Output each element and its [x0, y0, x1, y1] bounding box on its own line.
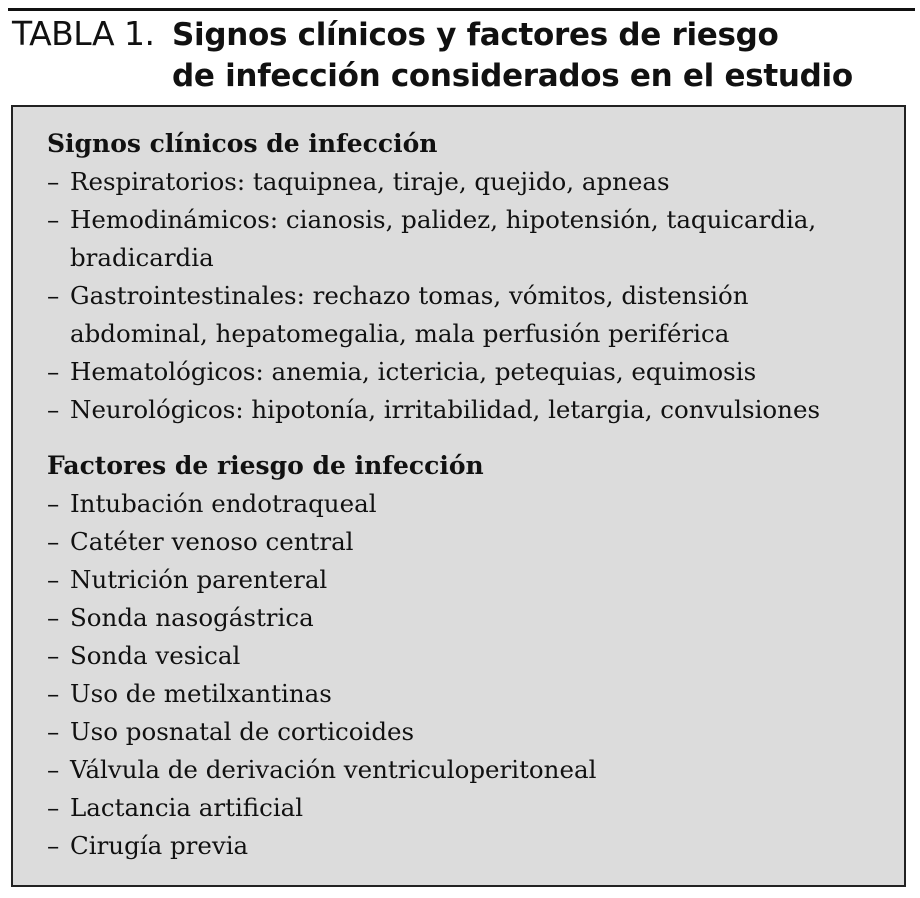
title-text-line-1: Signos clínicos y factores de riesgo — [172, 17, 779, 53]
list-item-text-continued: bradicardia — [70, 243, 214, 272]
list-item-text: Nutrición parenteral — [70, 565, 328, 594]
list-dash: – — [47, 395, 60, 424]
section-risk-factors — [47, 447, 596, 865]
list-item-text: Respiratorios: taquipnea, tiraje, quejido, apneas — [70, 167, 670, 196]
list-dash: – — [47, 281, 60, 310]
section-clinical-signs — [47, 125, 820, 429]
list-item-text: Cirugía previa — [70, 831, 249, 860]
list-item — [47, 561, 596, 599]
list-item-text: Hematológicos: anemia, ictericia, petequias, equimosis — [70, 357, 757, 386]
list-item — [47, 391, 820, 429]
list-dash: – — [47, 205, 60, 234]
list-dash: – — [47, 755, 60, 784]
top-rule — [8, 8, 915, 11]
list-item — [47, 713, 596, 751]
item-list — [47, 163, 820, 429]
title-line-1 — [12, 14, 912, 58]
list-dash: – — [47, 565, 60, 594]
table-panel — [11, 105, 906, 887]
list-item — [47, 599, 596, 637]
list-dash: – — [47, 167, 60, 196]
list-item-text: Gastrointestinales: rechazo tomas, vómitos, distensión — [70, 281, 749, 310]
list-dash: – — [47, 489, 60, 518]
list-item-text: Válvula de derivación ventriculoperitoneal — [70, 755, 597, 784]
list-item-text: Uso posnatal de corticoides — [70, 717, 415, 746]
list-item — [47, 827, 596, 865]
table-label: TABLA 1. — [12, 14, 155, 53]
list-item-text: Intubación endotraqueal — [70, 489, 377, 518]
list-item — [47, 201, 820, 277]
list-item-text: Lactancia artificial — [70, 793, 304, 822]
list-item — [47, 789, 596, 827]
section-heading: Factores de riesgo de infección — [47, 451, 484, 480]
list-dash: – — [47, 357, 60, 386]
list-item — [47, 163, 820, 201]
list-item-text: Catéter venoso central — [70, 527, 354, 556]
list-item — [47, 277, 820, 353]
list-item-text: Neurológicos: hipotonía, irritabilidad, letargia, convulsiones — [70, 395, 821, 424]
list-item — [47, 485, 596, 523]
list-dash: – — [47, 831, 60, 860]
list-dash: – — [47, 793, 60, 822]
list-item-text: Sonda nasogástrica — [70, 603, 314, 632]
list-item-text: Hemodinámicos: cianosis, palidez, hipotensión, taquicardia, — [70, 205, 817, 234]
list-dash: – — [47, 527, 60, 556]
table-title — [12, 14, 912, 102]
list-item — [47, 353, 820, 391]
list-item — [47, 675, 596, 713]
list-item — [47, 637, 596, 675]
list-dash: – — [47, 679, 60, 708]
list-dash: – — [47, 717, 60, 746]
section-heading: Signos clínicos de infección — [47, 129, 438, 158]
list-item-text: Sonda vesical — [70, 641, 241, 670]
list-item — [47, 751, 596, 789]
list-item-text: Uso de metilxantinas — [70, 679, 332, 708]
list-dash: – — [47, 641, 60, 670]
list-dash: – — [47, 603, 60, 632]
title-text-line-2: de infección considerados en el estudio — [172, 58, 853, 94]
list-item-text-continued: abdominal, hepatomegalia, mala perfusión periférica — [70, 319, 730, 348]
item-list — [47, 485, 596, 865]
title-line-2 — [12, 58, 912, 102]
list-item — [47, 523, 596, 561]
